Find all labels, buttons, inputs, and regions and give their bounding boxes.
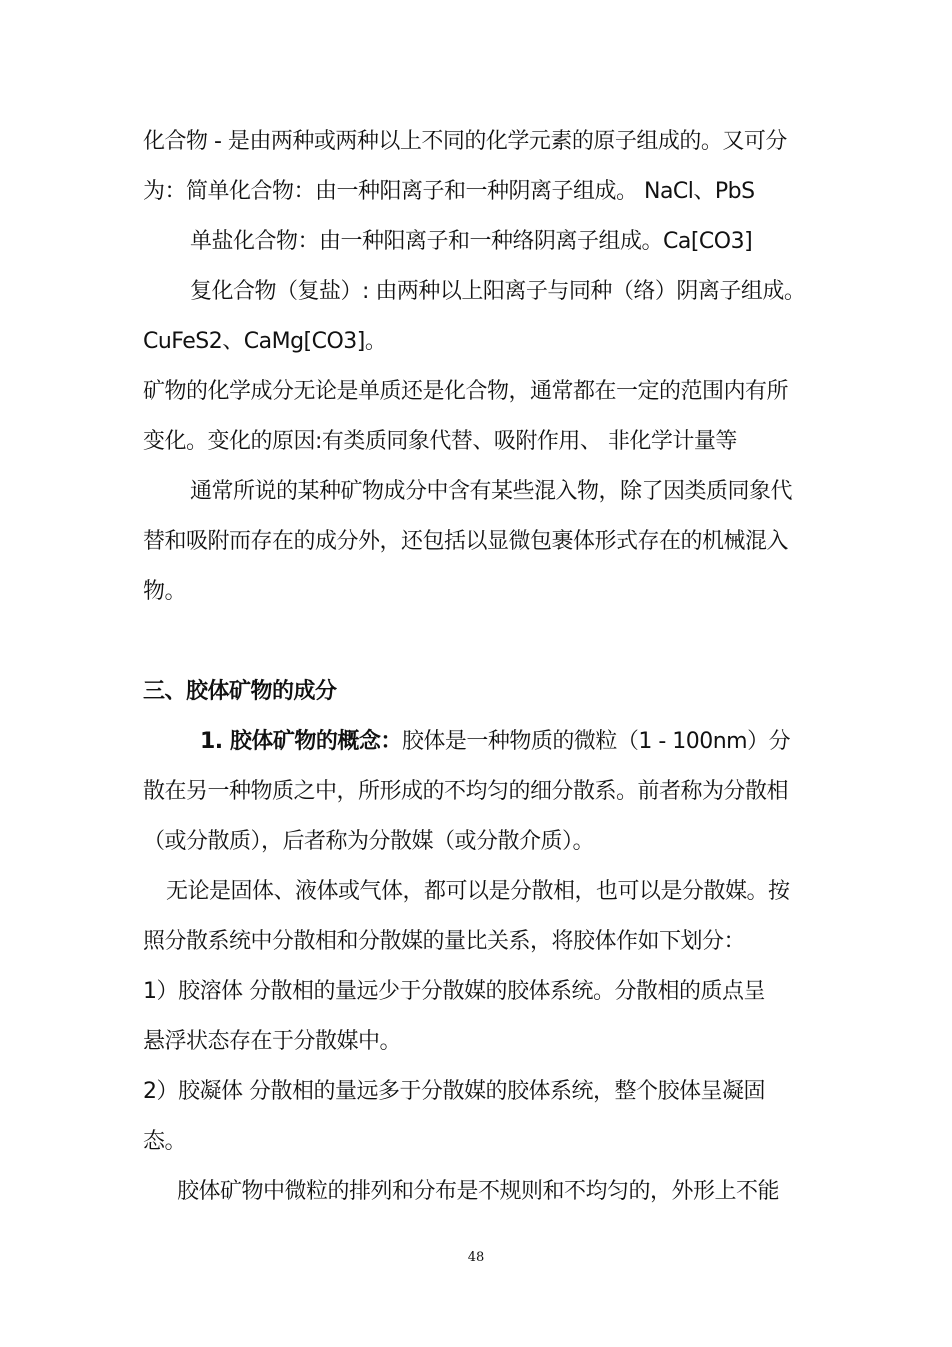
text-line: 照分散系统中分散相和分散媒的量比关系，将胶体作如下划分： — [143, 929, 746, 954]
section-heading: 三、胶体矿物的成分 — [143, 679, 337, 704]
text-line: 1）胶溶体 分散相的量远少于分散媒的胶体系统。分散相的质点呈 — [143, 979, 765, 1004]
text-line: （或分散质），后者称为分散媒（或分散介质）。 — [143, 829, 595, 854]
text-line: 单盐化合物：由一种阳离子和一种络阴离子组成。Ca[CO3] — [190, 229, 753, 254]
text-line — [200, 727, 790, 757]
text-line: 矿物的化学成分无论是单质还是化合物，通常都在一定的范围内有所 — [143, 379, 789, 404]
text-line: 胶体矿物中微粒的排列和分布是不规则和不均匀的，外形上不能 — [177, 1179, 780, 1204]
text-line: 复化合物（复盐）: 由两种以上阳离子与同种（络）阴离子组成。 — [190, 279, 806, 304]
concept-label: 1. 胶体矿物的概念： — [200, 729, 402, 754]
text-line: 变化。变化的原因:有类质同象代替、吸附作用、 非化学计量等 — [143, 429, 737, 454]
text-line: 通常所说的某种矿物成分中含有某些混入物，除了因类质同象代 — [190, 479, 793, 504]
text-line: 为：简单化合物：由一种阳离子和一种阴离子组成。 NaCl、PbS — [143, 179, 755, 204]
text-line: 2）胶凝体 分散相的量远多于分散媒的胶体系统，整个胶体呈凝固 — [143, 1079, 765, 1104]
page-number: 48 — [467, 1250, 485, 1265]
text-line: 态。 — [143, 1129, 187, 1154]
text-line: 无论是固体、液体或气体，都可以是分散相，也可以是分散媒。按 — [166, 879, 790, 904]
text-line: 化合物 - 是由两种或两种以上不同的化学元素的原子组成的。又可分 — [143, 129, 787, 154]
text-line: 物。 — [143, 579, 187, 604]
text-line: 悬浮状态存在于分散媒中。 — [143, 1029, 402, 1054]
text-line: CuFeS2、CaMg[CO3]。 — [143, 329, 387, 354]
text-line: 散在另一种物质之中，所形成的不均匀的细分散系。前者称为分散相 — [143, 779, 789, 804]
concept-text: 胶体是一种物质的微粒（1 - 100nm）分 — [401, 729, 791, 754]
text-line: 替和吸附而存在的成分外，还包括以显微包裹体形式存在的机械混入 — [143, 529, 789, 554]
